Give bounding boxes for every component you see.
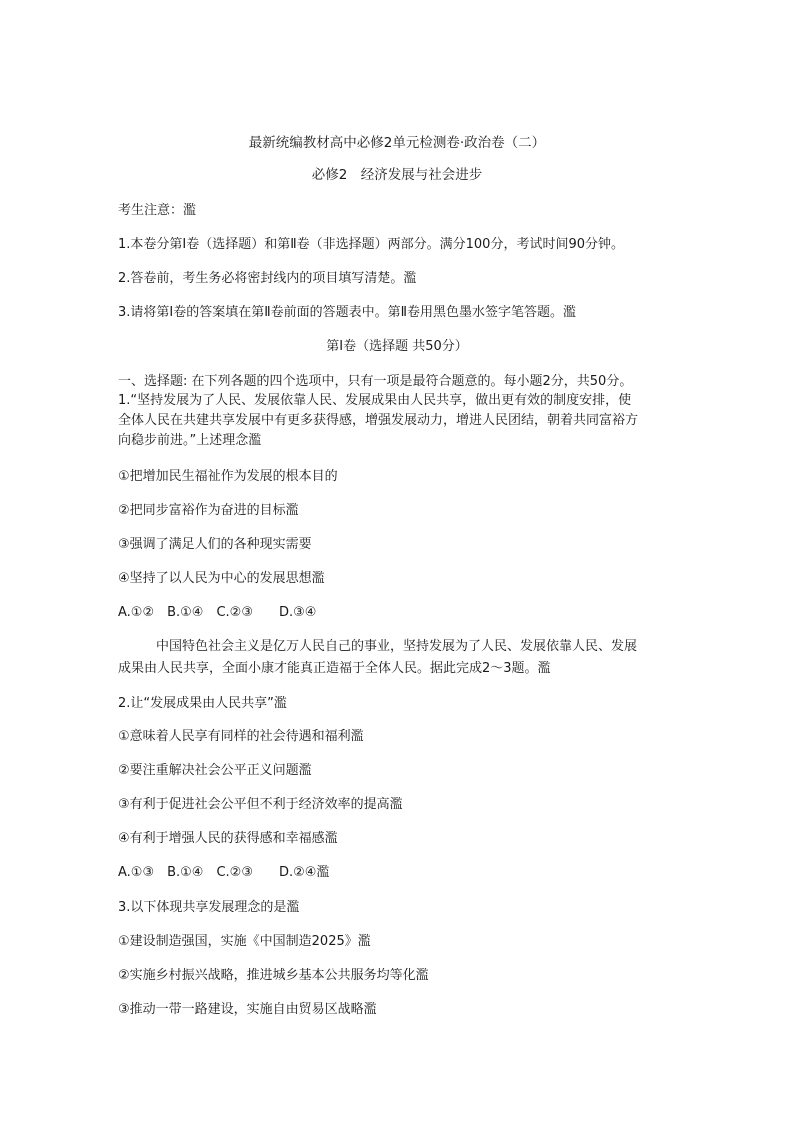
question-1-stem: 1.“坚持发展为了人民、发展依靠人民、发展成果由人民共享，做出更有效的制度安排，使	[118, 393, 632, 408]
question-2-option: ①意味着人民享有同样的社会待遇和福利濫	[118, 729, 364, 744]
material-paragraph: 中国特色社会主义是亿万人民自己的事业，坚持发展为了人民、发展依靠人民、发展	[156, 639, 638, 654]
question-1-option: ②把同步富裕作为奋进的目标濫	[118, 503, 299, 518]
question-1-option: ④坚持了以人民为中心的发展思想濫	[118, 571, 325, 586]
exam-title: 最新统编教材高中必修2单元检测卷·政治卷（二）	[248, 135, 546, 151]
question-1-option: ①把增加民生福祉作为发展的根本目的	[118, 469, 338, 484]
question-2-option: ④有利于增强人民的获得感和幸福感濫	[118, 831, 338, 846]
notice-item: 3.请将第Ⅰ卷的答案填在第Ⅱ卷前面的答题表中。第Ⅱ卷用黑色墨水签字笔答题。濫	[118, 305, 577, 320]
question-2-answers: A.①③ B.①④ C.②③ D.②④濫	[118, 865, 330, 880]
question-2-stem: 2.让“发展成果由人民共享”濫	[118, 696, 287, 711]
notice-heading: 考生注意：濫	[118, 203, 197, 218]
question-1-option: ③强调了满足人们的各种现实需要	[118, 537, 312, 552]
question-1-stem: 全体人民在共建共享发展中有更多获得感，增强发展动力，增进人民团结，朝着共同富裕方	[118, 413, 639, 428]
question-3-stem: 3.以下体现共享发展理念的是濫	[118, 900, 300, 915]
exam-subtitle: 必修2 经济发展与社会进步	[311, 167, 483, 183]
notice-item: 1.本卷分第Ⅰ卷（选择题）和第Ⅱ卷（非选择题）两部分。满分100分，考试时间90分钟。	[118, 237, 624, 252]
material-paragraph: 成果由人民共享，全面小康才能真正造福于全体人民。据此完成2～3题。濫	[118, 661, 551, 676]
question-3-option: ②实施乡村振兴战略，推进城乡基本公共服务均等化濫	[118, 968, 429, 983]
question-3-option: ①建设制造强国，实施《中国制造2025》濫	[118, 934, 371, 949]
section-title: 第Ⅰ卷（选择题 共50分）	[326, 339, 468, 354]
question-1-stem: 向稳步前进。”上述理念濫	[118, 433, 262, 448]
section-instruction: 一、选择题: 在下列各题的四个选项中，只有一项是最符合题意的。每小题2分，共50分。	[118, 374, 633, 389]
question-3-option: ③推动一带一路建设，实施自由贸易区战略濫	[118, 1002, 377, 1017]
question-2-option: ③有利于促进社会公平但不利于经济效率的提高濫	[118, 797, 403, 812]
question-2-option: ②要注重解决社会公平正义问题濫	[118, 763, 312, 778]
notice-item: 2.答卷前，考生务必将密封线内的项目填写清楚。濫	[118, 271, 417, 286]
question-1-answers: A.①② B.①④ C.②③ D.③④	[118, 605, 317, 620]
